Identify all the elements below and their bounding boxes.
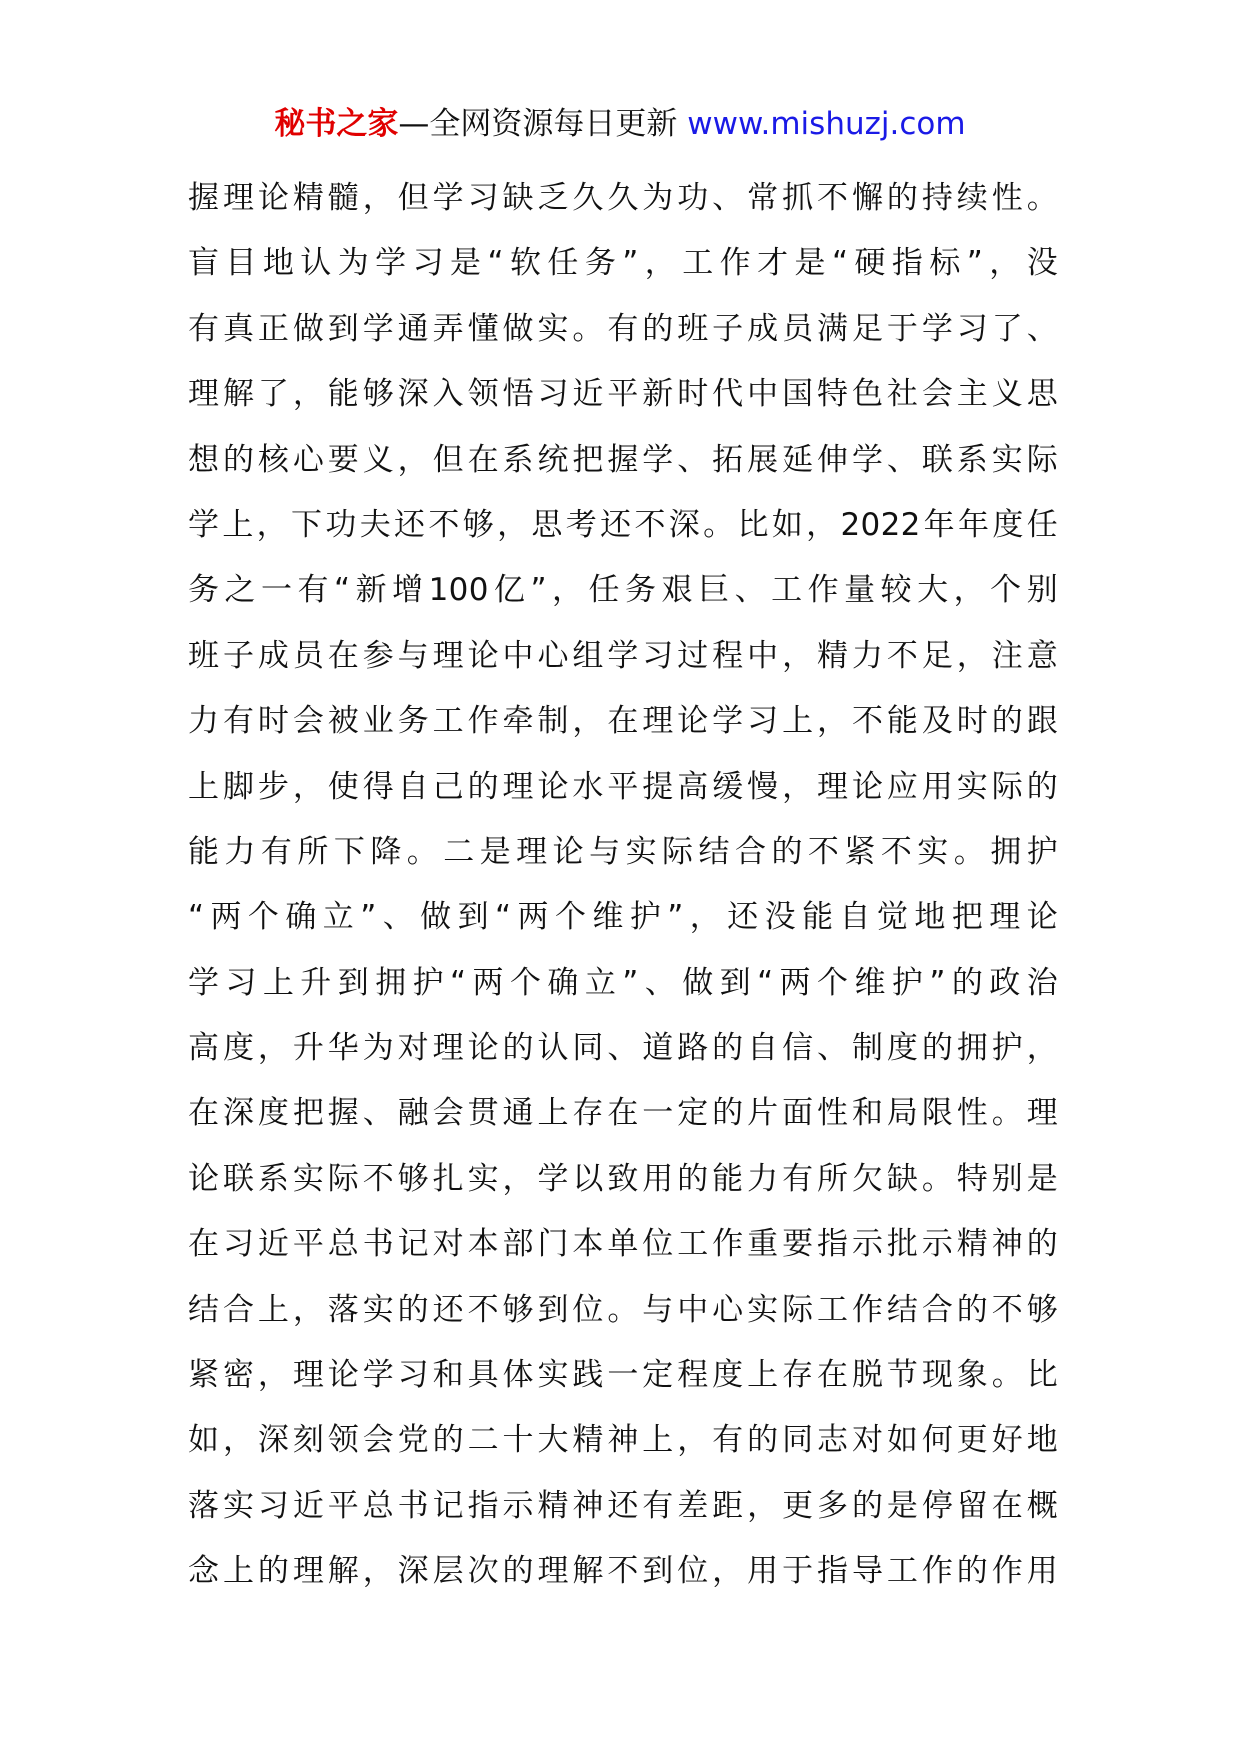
body-line: 务之一有“新增100亿”，任务艰巨、工作量较大，个别	[188, 572, 1058, 609]
body-line: 落实习近平总书记指示精神还有差距，更多的是停留在概	[188, 1487, 1058, 1524]
body-line: 理解了，能够深入领悟习近平新时代中国特色社会主义思	[188, 376, 1058, 413]
body-line: 力有时会被业务工作牵制，在理论学习上，不能及时的跟	[188, 703, 1058, 740]
body-line: 高度，升华为对理论的认同、道路的自信、制度的拥护，	[188, 1030, 1058, 1067]
body-line: 上脚步，使得自己的理论水平提高缓慢，理论应用实际的	[188, 768, 1058, 805]
page-header	[0, 102, 1240, 146]
body-line: 盲目地认为学习是“软任务”，工作才是“硬指标”，没	[188, 245, 1058, 282]
brand-name: 秘书之家	[274, 106, 399, 142]
body-line: 在习近平总书记对本部门本单位工作重要指示批示精神的	[188, 1226, 1058, 1263]
body-line: 论联系实际不够扎实，学以致用的能力有所欠缺。特别是	[188, 1160, 1058, 1197]
body-line: 想的核心要义，但在系统把握学、拓展延伸学、联系实际	[188, 441, 1058, 478]
body-line: 握理论精髓，但学习缺乏久久为功、常抓不懈的持续性。	[188, 180, 1058, 216]
document-body	[188, 166, 1058, 1605]
body-line: 在深度把握、融会贯通上存在一定的片面性和局限性。理	[188, 1095, 1058, 1132]
body-line: 有真正做到学通弄懂做实。有的班子成员满足于学习了、	[188, 310, 1058, 347]
body-line: 学习上升到拥护“两个确立”、做到“两个维护”的政治	[188, 964, 1058, 1001]
body-line: 如，深刻领会党的二十大精神上，有的同志对如何更好地	[188, 1422, 1058, 1459]
body-line: 能力有所下降。二是理论与实际结合的不紧不实。拥护	[188, 833, 1058, 870]
body-line: “两个确立”、做到“两个维护”，还没能自觉地把理论	[188, 899, 1058, 936]
body-line: 学上，下功夫还不够，思考还不深。比如，2022年年度任	[188, 506, 1058, 543]
site-url-link[interactable]: www.mishuzj.com	[687, 106, 966, 142]
body-line: 结合上，落实的还不够到位。与中心实际工作结合的不够	[188, 1291, 1058, 1328]
body-line: 紧密，理论学习和具体实践一定程度上存在脱节现象。比	[188, 1357, 1058, 1394]
body-line: 念上的理解，深层次的理解不到位，用于指导工作的作用	[188, 1553, 1058, 1590]
header-tagline: —全网资源每日更新	[398, 106, 688, 142]
body-line: 班子成员在参与理论中心组学习过程中，精力不足，注意	[188, 637, 1058, 674]
